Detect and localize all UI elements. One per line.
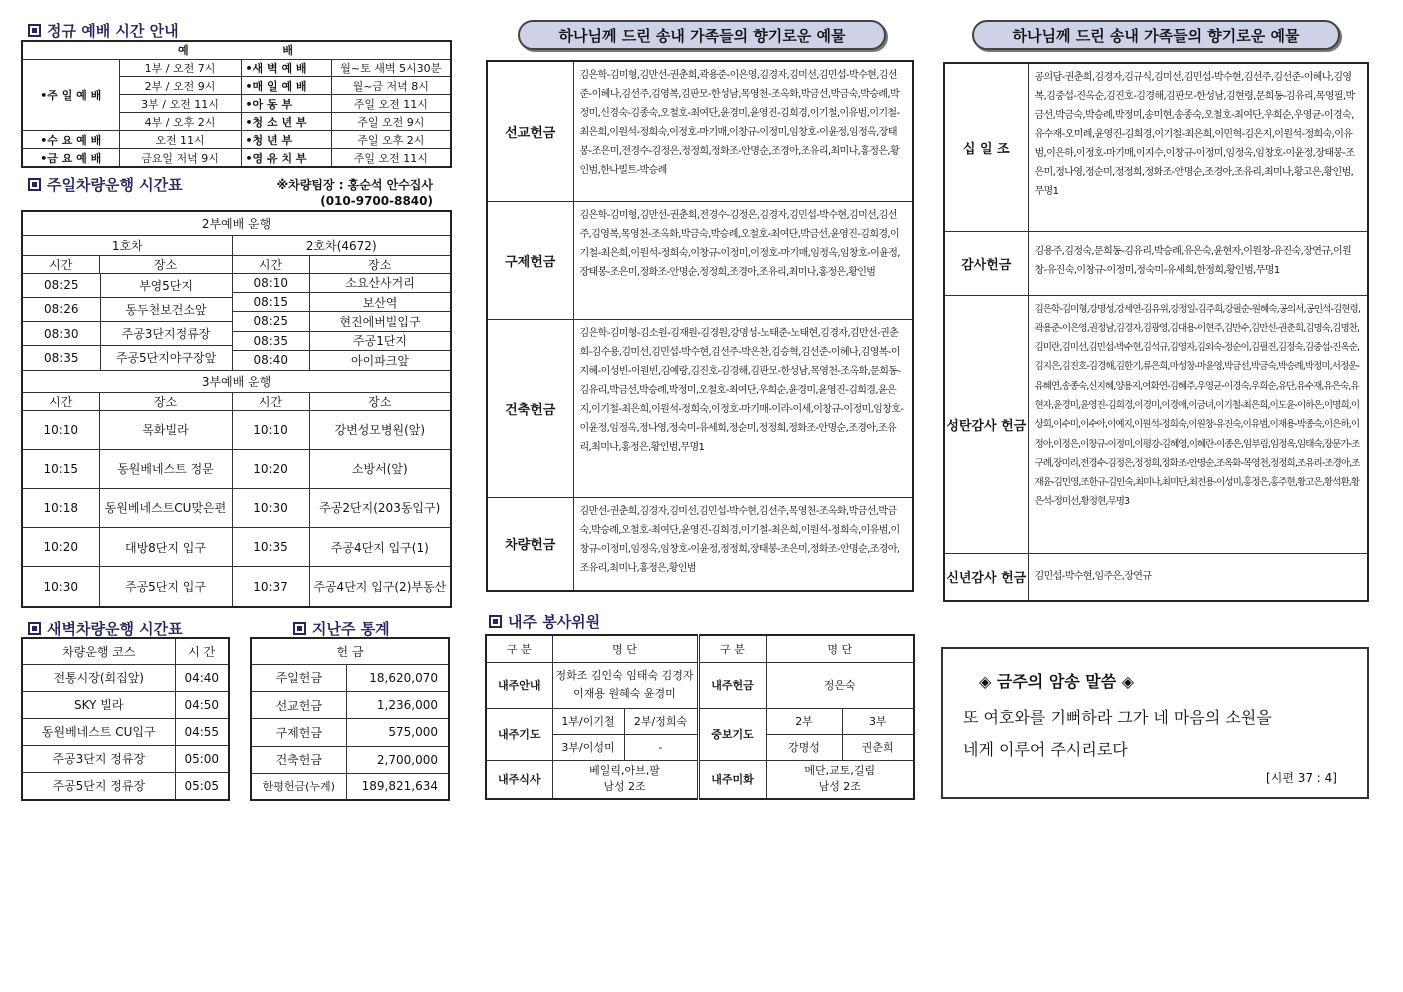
gifts-title-middle: 하나님께 드린 송내 가족들의 향기로운 예물: [518, 20, 886, 50]
bus-stop: 동두천보건소앞: [100, 297, 232, 321]
col-time: 시간: [22, 392, 99, 410]
verse-title: ◈ 금주의 암송 말씀 ◈: [979, 672, 1135, 691]
gift-category: 차량헌금: [487, 497, 573, 591]
bus-stop: 주공1단지: [310, 331, 451, 350]
stats-value: 189,821,634: [346, 773, 449, 800]
service-time: 주일 오전 11시: [331, 95, 451, 113]
stats-value: 18,620,070: [346, 664, 449, 691]
col-time: 시간: [232, 255, 309, 273]
stats-value: 575,000: [346, 719, 449, 746]
col-place: 장소: [309, 255, 451, 273]
bus-stop: 대방8단지 입구: [99, 528, 232, 567]
bus-time: 10:30: [232, 488, 309, 527]
sunday-service: 4부 / 오후 2시: [119, 113, 241, 131]
bus-time: 10:30: [22, 567, 99, 607]
servers-key: 내주미화: [698, 760, 766, 799]
servers-header: 명 단: [766, 635, 914, 662]
bus-phone: (010-9700-8840): [320, 194, 433, 208]
servers-key: 내주식사: [486, 760, 552, 799]
servers-key: 내주기도: [486, 708, 552, 760]
dawn-header-time: 시 간: [175, 638, 229, 664]
servers-value: 2부/정희숙: [624, 708, 698, 734]
sunday-service: 2부 / 오전 9시: [119, 77, 241, 95]
servers-value: 이재용 원혜숙 윤경미: [573, 687, 676, 700]
stats-key: 구제헌금: [251, 719, 346, 746]
dawn-header-course: 차량운행 코스: [22, 638, 175, 664]
servers-key: 내주헌금: [698, 662, 766, 708]
bus-time: 08:40: [233, 351, 310, 370]
servers-header: 구 분: [698, 635, 766, 662]
sunday-label: •주 일 예 배: [22, 59, 119, 131]
gift-names: 공의담-권춘희,김경자,김규식,김미선,김민섭-박수현,김선주,김선준-이혜나,김영복,김중섭-진옥순,김진호-김경해,김판모-한성남,김현령,문희동-김유리,목영필,박금선,박금숙,박승례,박정미,송미현,송종숙,오철호-최여단,우희순,우영균-이경숙,유수재-오미례,윤영진-김희경,이기철-최은희,이민혁-김은지,이원석-정희숙,이유범,이은하,이정호-마기매,이지수,이창규-이정미,임정옥,임창호-이윤정,장태봉-조은미,정나영,정순미,정정희,정화조-안명순,조경아,조유리,최미나,황고은,황인범,무명1: [1028, 63, 1368, 231]
service-time: 주일 오전 9시: [331, 113, 451, 131]
worship-header-a: 예: [178, 44, 191, 58]
bus-stop: 동원베네스트 정문: [99, 449, 232, 488]
stats-key: 한평헌금(누계): [251, 773, 346, 800]
dawn-time: 05:05: [175, 772, 229, 800]
car2-list: [233, 274, 451, 370]
bus-time: 08:25: [23, 274, 100, 298]
bus-stop: 주공5단지야구장앞: [100, 346, 232, 370]
servers-value: 남성 2조: [603, 780, 646, 794]
bus-time: 10:10: [232, 410, 309, 449]
servers-value: -: [624, 734, 698, 760]
dawn-course: 주공3단지 정류장: [22, 745, 175, 772]
bus-manager: ※차량팀장 : 홍순석 안수집사: [276, 178, 433, 192]
servers-header: 구 분: [486, 635, 552, 662]
stats-title: 지난주 통계: [312, 620, 390, 638]
square-bullet-icon: [28, 178, 41, 191]
servers-value: 권춘희: [842, 734, 914, 760]
service-name: •아 동 부: [241, 95, 331, 113]
gifts-table-left: [486, 60, 914, 592]
bus-time: 10:35: [232, 528, 309, 567]
verse-reference: [시편 37 : 4]: [1266, 771, 1337, 785]
sunday-service: 1부 / 오전 7시: [119, 59, 241, 77]
service-time: 월~토 새벽 5시30분: [331, 59, 451, 77]
gift-category: 신년감사 헌금: [944, 553, 1028, 601]
bus-time: 08:26: [23, 297, 100, 321]
bus-time: 10:37: [232, 567, 309, 607]
gift-names: 김용주,김정숙,문희동-김유리,박승례,유은숙,윤현자,이원창-유진숙,장연규,이원창-유진숙,이창규-이정미,정숙미-유세희,한정희,황인범,무명1: [1028, 231, 1368, 295]
servers-key: 내주안내: [486, 662, 552, 708]
car2-header: 2호차(4672): [232, 235, 451, 255]
bus-time: 08:35: [23, 346, 100, 370]
bus-stop: 주공2단지(203동입구): [309, 488, 451, 527]
bus-stop: 주공4단지 입구(2)부동산: [309, 567, 451, 607]
servers-title: 내주 봉사위원: [508, 613, 601, 631]
bus-stop: 부영5단지: [100, 274, 232, 298]
bus-time: 10:15: [22, 449, 99, 488]
third-service-title: 3부예배 운행: [22, 370, 451, 392]
square-bullet-icon: [489, 615, 502, 628]
gifts-table-right: [943, 62, 1369, 602]
bus-stop: 동원베네스트CU맞은편: [99, 488, 232, 527]
col-place: 장소: [99, 392, 232, 410]
servers-value: 베일릭,아브,팔: [589, 764, 660, 778]
bus-stop: 아이파크앞: [310, 351, 451, 370]
servers-value: 정은숙: [766, 662, 914, 708]
bus-stop: 주공3단지정류장: [100, 321, 232, 345]
gift-category: 십 일 조: [944, 63, 1028, 231]
stats-section-title: [293, 618, 390, 639]
col-time: 시간: [22, 255, 99, 273]
friday-time: 금요일 저녁 9시: [119, 149, 241, 167]
gift-names: 김민섭-박수현,임주은,장연규: [1028, 553, 1368, 601]
servers-value: 강명성: [766, 734, 842, 760]
worship-section-title: [28, 20, 179, 41]
gift-category: 구제헌금: [487, 201, 573, 319]
bus-table: [21, 210, 452, 608]
servers-header: 명 단: [552, 635, 698, 662]
dawn-course: 동원베네스트 CU입구: [22, 718, 175, 745]
dawn-time: 04:55: [175, 718, 229, 745]
gift-names: 김은학-김미형,강명성,강세연-김유위,강정일-김주희,강필순-원혜숙,공의서,공인석-김현령,곽용준-이은영,권정남,김경자,김광영,김대용-이현주,김만수,김만선-권춘희,김명숙,김명찬,김미란,김미선,김민섭-박수현,김석규,김영자,김외숙-정순이,김필진,김정숙,김중섭-진옥순,김지은,김진호-김경해,김한기,류은희,마성창-마윤영,박금선,박금숙,박승례,박정미,서정운-유혜연,송종숙,신지혜,양용지,여화연-김혜주,우영균-이경숙,우희순,유단,유수재,유은숙,유현자,윤경미,윤영진-김희경,이경미,이경애,이금녀,이기철-최은희,이도윤-이하은,이명희,이상희,이수미,이수아,이예지,이원석-정희숙,이원창-유진숙,이유범,이재용-박종숙,이은하,이정아,이정은,이창규-이정미,이평강-김혜영,이혜란-이종은,임부림,임정옥,임태숙,장문가-조구례,장미리,전경수-김정은,정정희,정화조-안명순,조옥화-목영천,정정희,조유리-조경아,조재윤-김민영,조한규-김인숙,최미나,최미단,최전용-이성미,홍정은,홍주현,황고은,황석환,황은석-정미선,황정현,무명3: [1028, 295, 1368, 553]
bus-stop: 주공5단지 입구: [99, 567, 232, 607]
bus-stop: 강변성모병원(앞): [309, 410, 451, 449]
gift-names: 김은학-김미형,김만선-권춘희,곽용준-이은영,김경자,김미선,김민섭-박수현,김선준-이혜나,김선주,김영복,김판모-한성남,목영천-조옥화,박금선,박금숙,박승례,박정미,신경숙-김종숙,오철호-최여단,윤경미,윤영진-김희경,이기철,이유범,이기철-최은희,이원석-정희숙,이정호-마기매,이창규-이정미,임창호-이윤정,임정옥,장태봉-조은미,전경수-김정은,정정희,정화조-안명순,조경아,조유리,최미나,홍정은,황인범,한나빌트-박승례: [573, 61, 913, 201]
dawn-time: 04:50: [175, 691, 229, 718]
service-name: •영 유 치 부: [241, 149, 331, 167]
servers-value: 남성 2조: [818, 780, 861, 794]
service-time: 주일 오전 11시: [331, 149, 451, 167]
verse-line: 또 여호와를 기뻐하라 그가 네 마음의 소원을: [963, 708, 1272, 727]
second-service-title: 2부예배 운행: [22, 211, 451, 235]
gift-category: 감사헌금: [944, 231, 1028, 295]
col-place: 장소: [309, 392, 451, 410]
stats-value: 1,236,000: [346, 691, 449, 718]
bus-stop: 소방서(앞): [309, 449, 451, 488]
worship-header-b: 배: [282, 44, 295, 58]
stats-table: [250, 637, 450, 801]
wednesday-label: •수 요 예 배: [22, 131, 119, 149]
bus-time: 08:30: [23, 321, 100, 345]
gift-category: 성탄감사 헌금: [944, 295, 1028, 553]
service-name: •매 일 예 배: [241, 77, 331, 95]
servers-section-title: [489, 611, 600, 632]
service-name: •새 벽 예 배: [241, 59, 331, 77]
bus-stop: 주공4단지 입구(1): [309, 528, 451, 567]
servers-value: 2부: [766, 708, 842, 734]
gift-names: 김은학-김미형,김만선-권춘희,전경수-김정은,김경자,김민섭-박수현,김미선,김선주,김영복,목영천-조옥화,박금숙,박승례,오철호-최여단,박금선,윤영진-김희경,이기철-최은희,이원석-정희숙,이창규-이정미,이정호-마기매,임정옥,임창호-이윤정,장태봉-조은미,정화조-안명순,정정희,조경아,조유리,최미나,홍정은,황인범: [573, 201, 913, 319]
bus-time: 10:18: [22, 488, 99, 527]
bus-time: 08:35: [233, 331, 310, 350]
dawn-course: SKY 빌라: [22, 691, 175, 718]
bus-stop: 현진에버빌입구: [310, 312, 451, 331]
service-time: 주일 오후 2시: [331, 131, 451, 149]
square-bullet-icon: [28, 622, 41, 635]
dawn-section-title: [28, 618, 183, 639]
sunday-service: 3부 / 오전 11시: [119, 95, 241, 113]
bus-stop: 소요산사거리: [310, 274, 451, 293]
servers-value: 1부/이기철: [552, 708, 624, 734]
memory-verse-box: [941, 647, 1369, 799]
gift-names: 김만선-권춘희,김경자,김미선,김민섭-박수현,김선주,목영천-조옥화,박금선,박금숙,박승례,오철호-최여단,윤영진-김희경,이기철-최은희,이원석-정희숙,이유범,이창규-이정미,임정옥,임창호-이윤정,정정희,장태봉-조은미,정화조-안명순,조경아,조유리,최미나,홍정은,황인범: [573, 497, 913, 591]
bus-time: 10:20: [232, 449, 309, 488]
bus-stop: 목화빌라: [99, 410, 232, 449]
servers-table: [485, 634, 915, 800]
car1-header: 1호차: [22, 235, 232, 255]
gift-category: 선교헌금: [487, 61, 573, 201]
servers-key: 중보기도: [698, 708, 766, 760]
friday-label: •금 요 예 배: [22, 149, 119, 167]
square-bullet-icon: [293, 622, 306, 635]
servers-value: 3부: [842, 708, 914, 734]
bus-section-title: [28, 174, 183, 195]
car1-list: [23, 274, 232, 370]
dawn-course: 전통시장(회집앞): [22, 664, 175, 691]
bus-manager-note: [258, 177, 433, 209]
worship-title: 정규 예배 시간 안내: [47, 22, 179, 40]
gift-names: 김은학-김미형-김소원-김재원-김경원,강명성-노태준-노태현,김경자,김만선-권춘희-김수용,김미선,김민섭-박수현,김선주-박은찬,김승혁,김선준-이혜나,김영복-이지혜-이성빈-이원빈,김예랑,김진호-김경해,김판모-한성남,목영천-조옥화,문희동-김유리,박금선,박승례,박정미,오철호-최여단,우희순,윤경미,윤영진-김희경,윤은지,이기철-최은희,이원석-정희숙,이정호-마기매-이라-이세,이창규-이정미,임창호-이윤정,임정옥,정나영,정숙미-유세희,정순미,정정희,정화조-안명순,조경아,조유리,최미나,홍정은,황인범,무명1: [573, 319, 913, 497]
service-name: •청 년 부: [241, 131, 331, 149]
col-time: 시간: [232, 392, 309, 410]
dawn-bus-table: [21, 637, 230, 801]
dawn-time: 05:00: [175, 745, 229, 772]
service-name: •청 소 년 부: [241, 113, 331, 131]
bus-time: 10:10: [22, 410, 99, 449]
servers-value: 정화조 김인숙 임태숙 김경자: [555, 669, 694, 682]
worship-table: [21, 40, 452, 168]
bus-time: 08:10: [233, 274, 310, 293]
stats-key: 선교헌금: [251, 691, 346, 718]
col-place: 장소: [99, 255, 232, 273]
bus-time: 08:25: [233, 312, 310, 331]
stats-key: 건축헌금: [251, 746, 346, 773]
dawn-course: 주공5단지 정류장: [22, 772, 175, 800]
gifts-title-right: 하나님께 드린 송내 가족들의 향기로운 예물: [972, 20, 1340, 50]
verse-line: 네게 이루어 주시리로다: [963, 740, 1128, 759]
square-bullet-icon: [28, 24, 41, 37]
worship-header: [22, 41, 451, 59]
bus-stop: 보산역: [310, 292, 451, 311]
bus-time: 08:15: [233, 292, 310, 311]
bus-title: 주일차량운행 시간표: [47, 176, 183, 194]
gift-category: 건축헌금: [487, 319, 573, 497]
dawn-title: 새벽차량운행 시간표: [47, 620, 183, 638]
stats-value: 2,700,000: [346, 746, 449, 773]
service-time: 월~금 저녁 8시: [331, 77, 451, 95]
servers-value: 3부/이성미: [552, 734, 624, 760]
servers-value: 메단,교토,길림: [804, 764, 876, 778]
wednesday-time: 오전 11시: [119, 131, 241, 149]
dawn-time: 04:40: [175, 664, 229, 691]
stats-header: 헌 금: [251, 638, 449, 664]
stats-key: 주일헌금: [251, 664, 346, 691]
bus-time: 10:20: [22, 528, 99, 567]
